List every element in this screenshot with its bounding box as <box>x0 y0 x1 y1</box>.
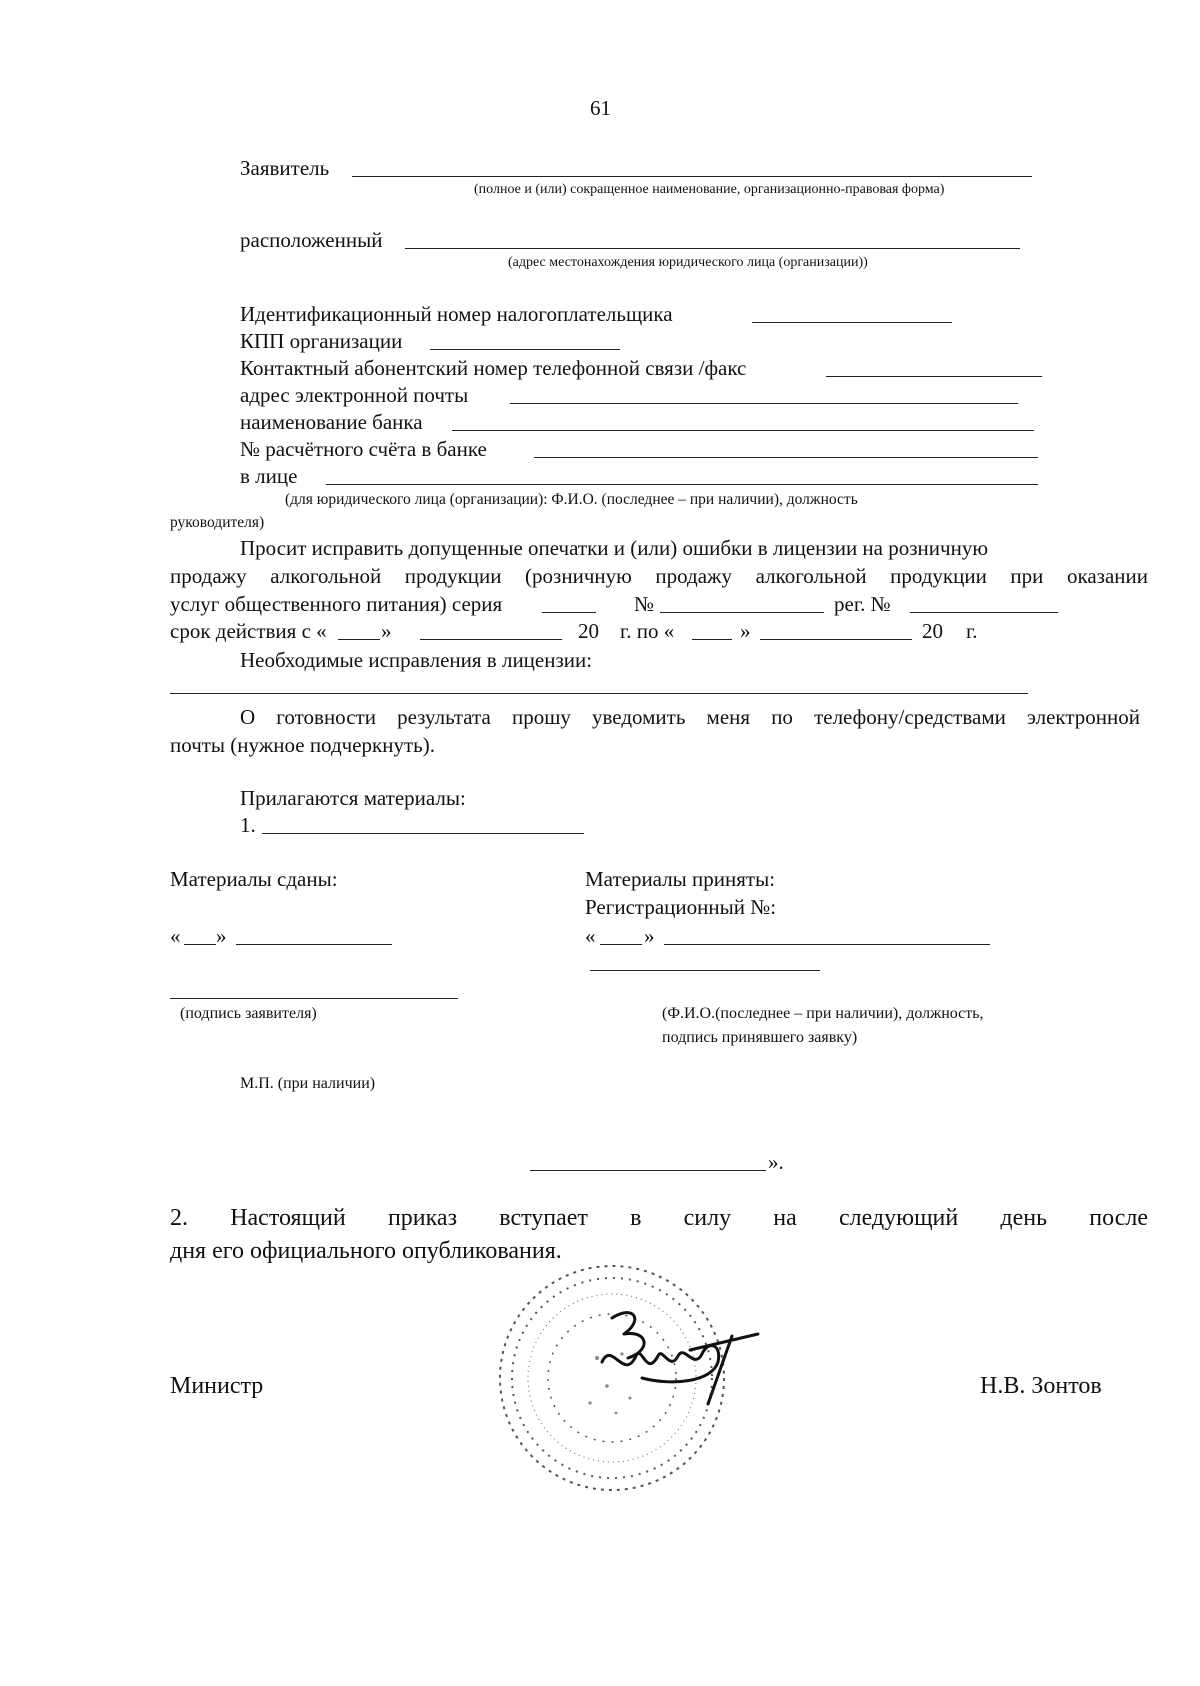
given-date-day-line[interactable] <box>184 944 216 945</box>
email-label: адрес электронной почты <box>240 383 469 407</box>
minister-signature <box>572 1300 762 1410</box>
account-line[interactable] <box>534 457 1038 458</box>
person-caption-2: руководителя) <box>170 514 265 531</box>
page-number: 61 <box>590 96 611 120</box>
given-date-open: « <box>170 924 181 948</box>
order-line-1: 2. Настоящий приказ вступает в силу на следующий день после <box>170 1205 1148 1231</box>
validity-from-year: 20 <box>578 619 599 643</box>
applicant-label: Заявитель <box>240 156 330 180</box>
series-line[interactable] <box>542 612 596 613</box>
bank-label: наименование банка <box>240 410 423 434</box>
accepted-date-open: « <box>585 924 596 948</box>
signature-position: Министр <box>170 1373 264 1399</box>
notify-line-1: О готовности результата прошу уведомить меня по телефону/средствами электронной <box>240 705 1140 729</box>
applicant-line[interactable] <box>352 176 1032 177</box>
account-label: № расчётного счёта в банке <box>240 437 487 461</box>
accepted-extra-line[interactable] <box>590 970 820 971</box>
validity-to-year: 20 <box>922 619 943 643</box>
request-number-label: № <box>634 592 655 616</box>
person-label: в лице <box>240 464 298 488</box>
receiver-signature-caption-1: (Ф.И.О.(последнее – при наличии), должность, <box>662 1005 984 1022</box>
order-line-2: дня его официального опубликования. <box>170 1238 562 1264</box>
validity-from-label: срок действия с « <box>170 619 327 643</box>
given-date-close: » <box>216 924 227 948</box>
validity-from-month-line[interactable] <box>420 639 562 640</box>
materials-given-label: Материалы сданы: <box>170 867 338 891</box>
corrections-line[interactable] <box>170 693 1028 694</box>
applicant-signature-caption: (подпись заявителя) <box>180 1005 317 1022</box>
given-date-month-line[interactable] <box>236 944 392 945</box>
located-caption: (адрес местонахождения юридического лица (организации)) <box>508 255 868 270</box>
person-caption-1: (для юридического лица (организации): Ф.И.О. (последнее – при наличии), должность <box>285 491 858 508</box>
bank-line[interactable] <box>452 430 1034 431</box>
kpp-line[interactable] <box>430 349 620 350</box>
attachment-item-number: 1. <box>240 813 256 837</box>
phone-line[interactable] <box>826 376 1042 377</box>
accepted-date-day-line[interactable] <box>600 944 642 945</box>
receiver-signature-caption-2: подпись принявшего заявку) <box>662 1029 858 1046</box>
attachments-label: Прилагаются материалы: <box>240 786 466 810</box>
closing-quote: ». <box>768 1150 784 1174</box>
notify-line-2: почты (нужное подчеркнуть). <box>170 733 435 757</box>
validity-to-month-line[interactable] <box>760 639 912 640</box>
corrections-label: Необходимые исправления в лицензии: <box>240 648 593 672</box>
accepted-date-close: » <box>644 924 655 948</box>
phone-label: Контактный абонентский номер телефонной связи /факс <box>240 356 747 380</box>
materials-accepted-label: Материалы приняты: <box>585 867 776 891</box>
closing-line[interactable] <box>530 1170 766 1171</box>
accepted-date-month-line[interactable] <box>664 944 990 945</box>
validity-to-year-suffix: г. <box>966 619 978 643</box>
signature-name: Н.В. Зонтов <box>980 1373 1102 1399</box>
validity-from-close: » <box>381 619 392 643</box>
request-reg-label: рег. № <box>834 592 891 616</box>
person-line[interactable] <box>326 484 1038 485</box>
validity-to-close: » <box>740 619 751 643</box>
stamp-place-label: М.П. (при наличии) <box>240 1075 376 1092</box>
applicant-caption: (полное и (или) сокращенное наименование, организационно-правовая форма) <box>474 182 945 197</box>
email-line[interactable] <box>510 403 1018 404</box>
validity-to-day-line[interactable] <box>692 639 732 640</box>
request-line-2: продажу алкогольной продукции (розничную продажу алкогольной продукции при оказании <box>170 564 1148 588</box>
inn-line[interactable] <box>752 322 952 323</box>
validity-to-label: г. по « <box>620 619 675 643</box>
kpp-label: КПП организации <box>240 329 403 353</box>
inn-label: Идентификационный номер налогоплательщика <box>240 302 673 326</box>
request-line-1: Просит исправить допущенные опечатки и (или) ошибки в лицензии на розничную <box>240 536 989 560</box>
located-label: расположенный <box>240 228 383 252</box>
reg-number-line[interactable] <box>910 612 1058 613</box>
located-line[interactable] <box>405 248 1020 249</box>
request-series-label: услуг общественного питания) серия <box>170 592 503 616</box>
validity-from-day-line[interactable] <box>338 639 380 640</box>
applicant-signature-line[interactable] <box>170 998 458 999</box>
registration-number-label: Регистрационный №: <box>585 895 777 919</box>
attachment-item-line[interactable] <box>262 833 584 834</box>
number-line[interactable] <box>660 612 824 613</box>
